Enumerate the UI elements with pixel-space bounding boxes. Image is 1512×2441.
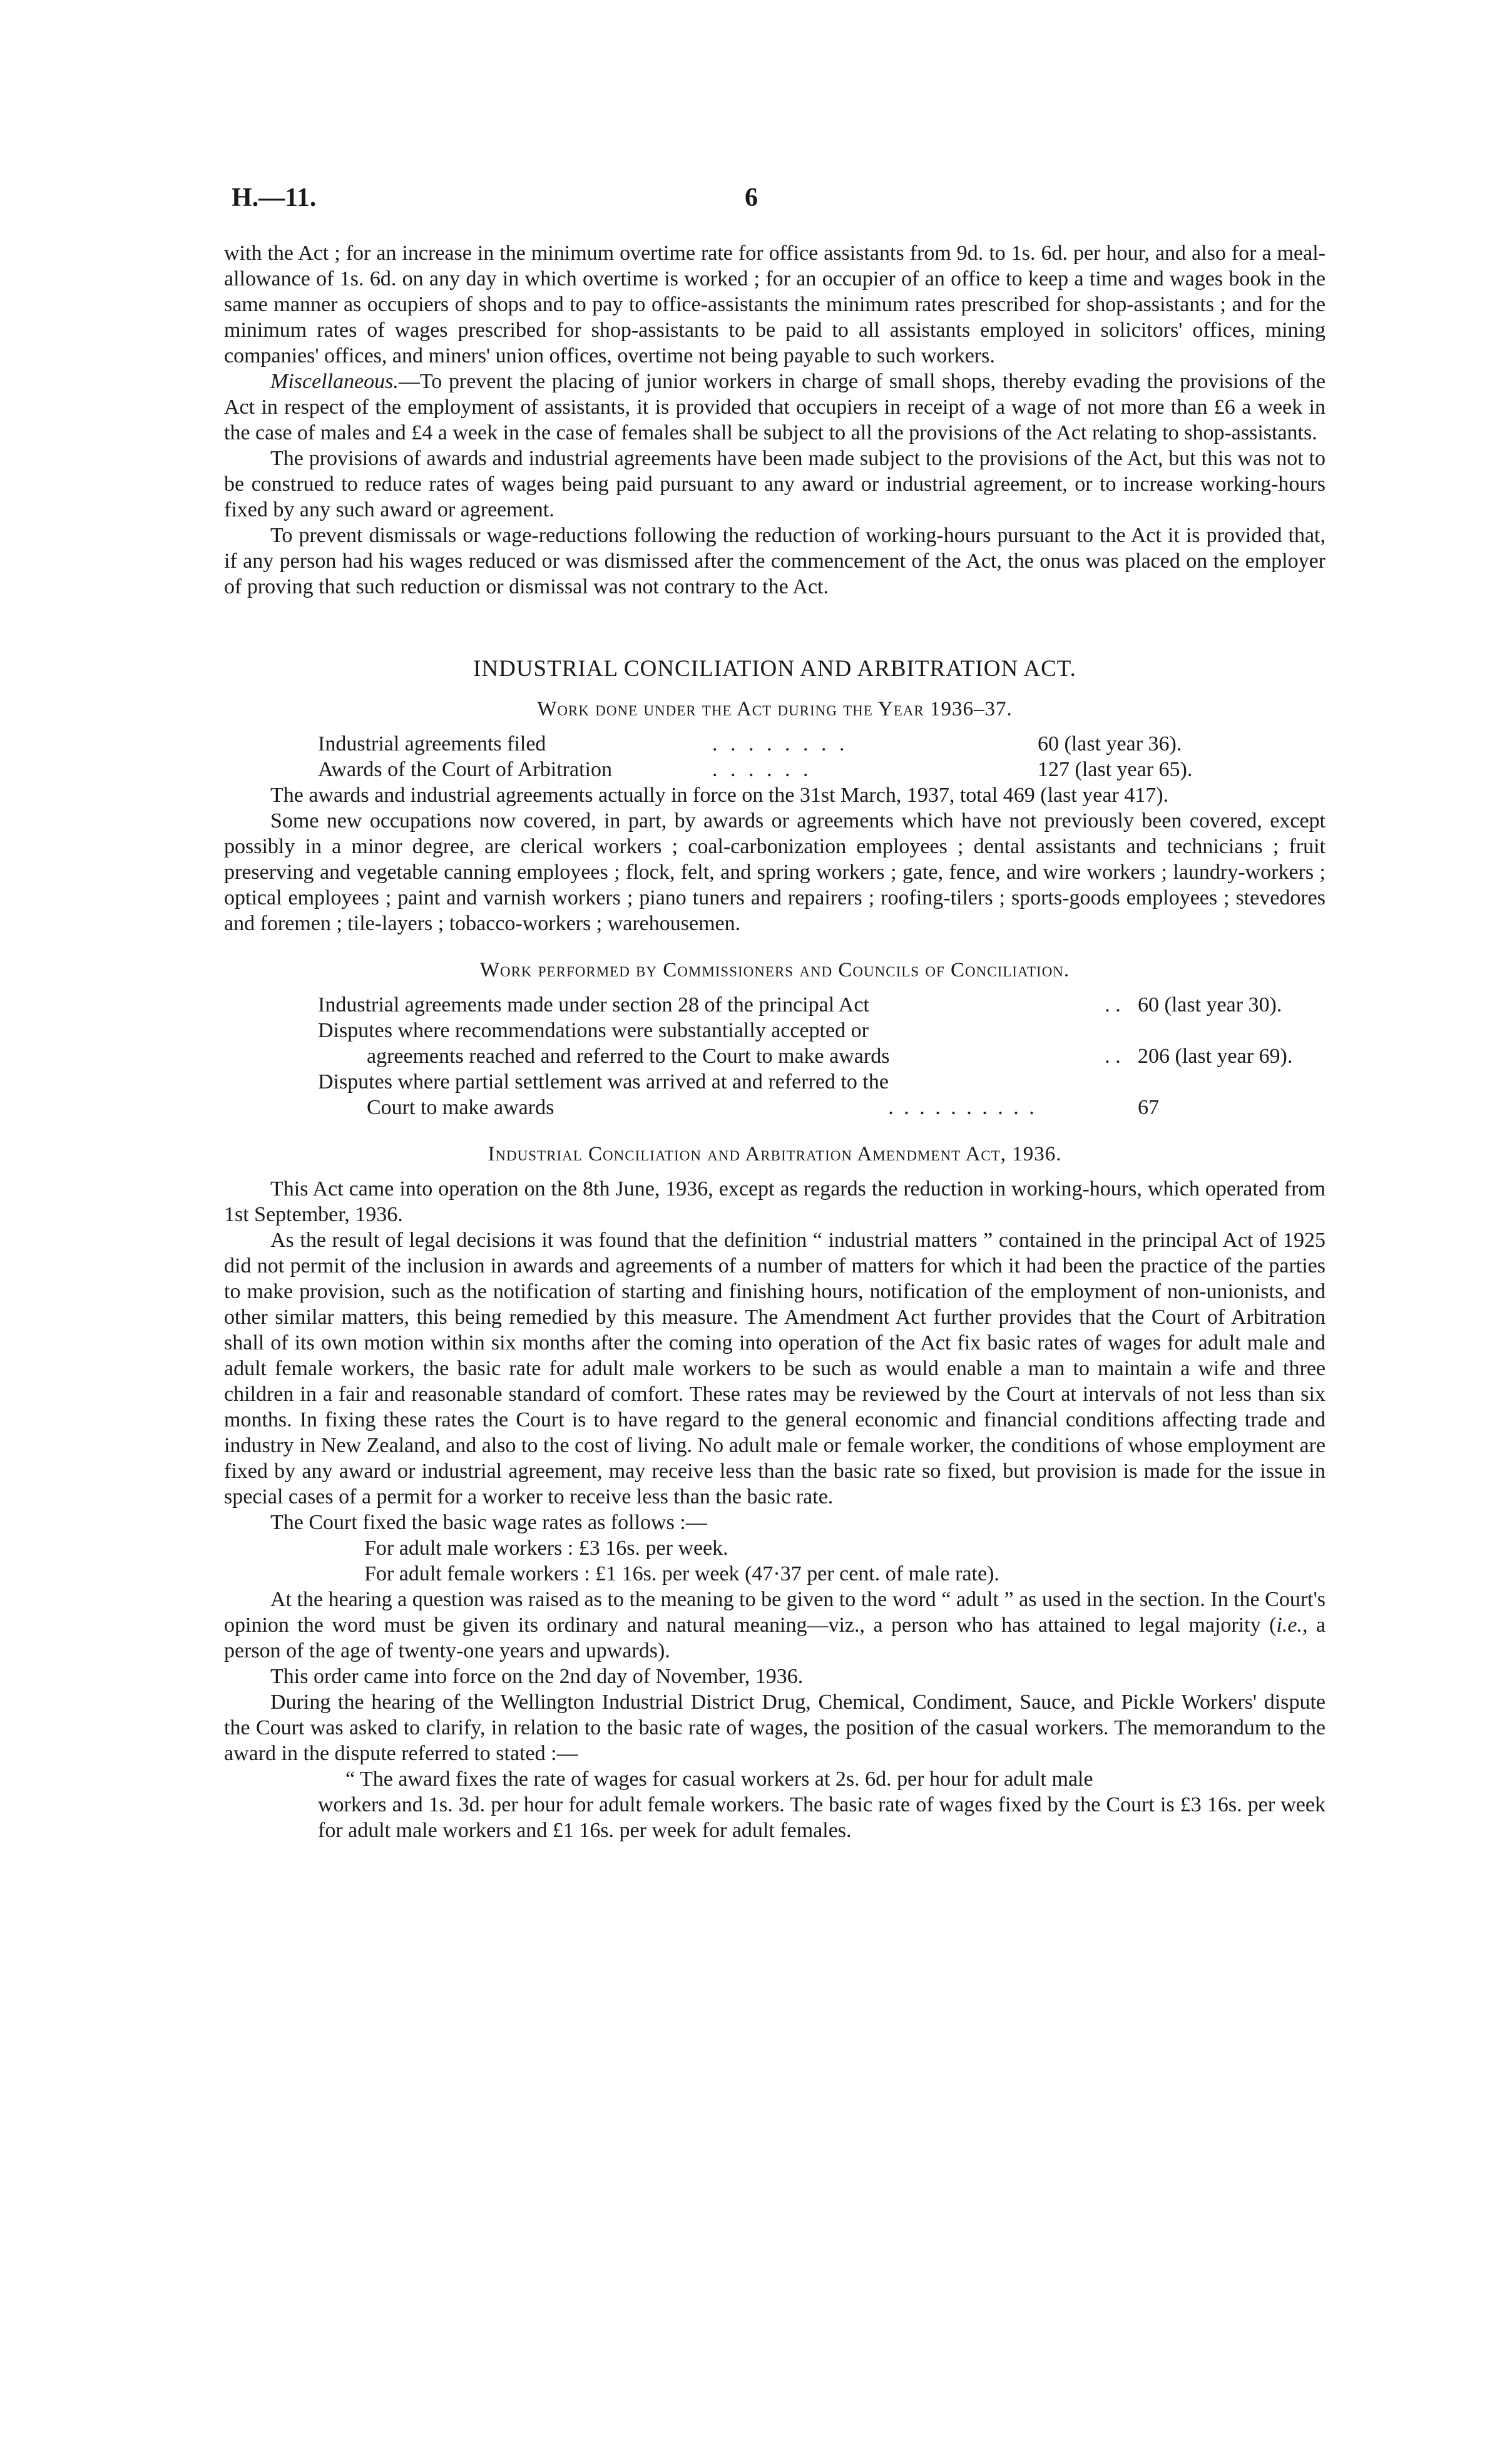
conciliation-label: Court to make awards — [367, 1096, 554, 1119]
female-rate: For adult female workers : £1 16s. per week (47·37 per cent. of male rate). — [364, 1562, 999, 1585]
stat-label: Industrial agreements filed — [318, 732, 546, 755]
amendment-heading: Industrial Conciliation and Arbitration Amendment Act, 1936. — [488, 1143, 1062, 1165]
conciliation-row — [318, 992, 1319, 1018]
paragraph: The awards and industrial agreements actually in force on the 31st March, 1937, total 469 (last year 417). — [270, 784, 1169, 807]
conciliation-leader: . . — [1105, 1045, 1121, 1068]
stat-label: Awards of the Court of Arbitration — [318, 758, 612, 781]
paragraph — [224, 1587, 1326, 1664]
stat-row — [318, 757, 1244, 782]
quote-first-line: “ The award fixes the rate of wages for casual workers at 2s. 6d. per hour for adult male — [345, 1768, 1093, 1791]
paragraph: This Act came into operation on the 8th June, 1936, except as regards the reduction in working-hours, which operated from 1st September, 1936. — [224, 1177, 1326, 1226]
document-reference: H.—11. — [232, 183, 317, 212]
conciliation-value: 206 (last year 69). — [1138, 1045, 1293, 1068]
conciliation-heading: Work performed by Commissioners and Councils of Conciliation. — [479, 959, 1070, 981]
miscellaneous-label: Miscellaneous. — [270, 370, 399, 393]
paragraph: The provisions of awards and industrial agreements have been made subject to the provisions of the Act, but this was not to be construed to reduce rates of wages being paid pursuant to any award or industrial agreement, or to increase working-hours fixed by any such award or agreement. — [224, 447, 1326, 521]
stat-leader: . . . . . . — [712, 758, 812, 781]
conciliation-row — [318, 1043, 1319, 1069]
male-rate: For adult male workers : £3 16s. per week. — [364, 1537, 728, 1560]
paragraph: Some new occupations now covered, in part, by awards or agreements which have not previously been covered, except possibly in a minor degree, are clerical workers ; coal-carbonization employees ; dental assistants and technicians ; fruit preserving and vegetable canning employees ; flock, felt, and spring workers ; gate, fence, and wire workers ; laundry-workers ; optical employees ; paint and varnish workers ; piano tuners and repairers ; roofing-tilers ; sports-goods employees ; stevedores and foremen ; tile-layers ; tobacco-workers ; warehousemen. — [224, 809, 1326, 935]
paragraph: The Court fixed the basic wage rates as follows :— — [270, 1511, 707, 1534]
page-number: 6 — [745, 183, 758, 212]
stat-value: 60 (last year 36). — [1038, 732, 1182, 755]
conciliation-leader: . . . . . . . . . . — [888, 1096, 1037, 1119]
stat-leader: . . . . . . . . — [712, 732, 849, 755]
paragraph: As the result of legal decisions it was found that the definition “ industrial matters ” contained in the principal Act of 1925 did not permit of the inclusion in awards and agreements of a number of matters for which it had been the practice of the parties to make provision, such as the notification of starting and finishing hours, notification of the employment of non-unionists, and other similar matters, this being remedied by this measure. The Amendment Act further provides that the Court of Arbitration shall of its own motion within six months after the coming into operation of the Act fix basic rates of wages for adult male and adult female workers, the basic rate for adult male workers to be such as would enable a man to maintain a wife and three children in a fair and reasonable standard of comfort. These rates may be reviewed by the Court at intervals of not less than six months. In fixing these rates the Court is to have regard to the general economic and financial conditions affecting trade and industry in New Zealand, and also to the cost of living. No adult male or female worker, the conditions of whose employment are fixed by any award or industrial agreement, may receive less than the basic rate so fixed, but provision is made for the issue in special cases of a permit for a worker to receive less than the basic rate. — [224, 1229, 1326, 1508]
ie-abbreviation: i.e. — [1276, 1614, 1302, 1637]
conciliation-row — [318, 1095, 1319, 1120]
work-done-heading: Work done under the Act during the Year 1936–37. — [537, 698, 1013, 720]
miscellaneous-text: —To prevent the placing of junior workers in charge of small shops, thereby evading the provisions of the Act in respect of the employment of assistants, it is provided that occupiers in receipt of a wage of not more than £6 a week in the case of males and £4 a week in the case of females shall be subject to all the provisions of the Act relating to shop-assistants. — [224, 370, 1326, 444]
conciliation-leader: . . — [1105, 993, 1121, 1016]
miscellaneous-paragraph — [224, 369, 1326, 446]
conciliation-value: 67 — [1138, 1096, 1159, 1119]
paragraph: During the hearing of the Wellington Industrial District Drug, Chemical, Condiment, Sauce, and Pickle Workers' dispute the Court was asked to clarify, in relation to the basic rate of wages, the position of the casual workers. The memorandum to the award in the dispute referred to stated :— — [224, 1691, 1326, 1765]
conciliation-row — [318, 1069, 1319, 1095]
stat-value: 127 (last year 65). — [1038, 758, 1193, 781]
quote-text: workers and 1s. 3d. per hour for adult female workers. The basic rate of wages fixed by the Court is £3 16s. per week for adult male workers and £1 16s. per week for adult females. — [318, 1793, 1326, 1842]
conciliation-value: 60 (last year 30). — [1138, 993, 1282, 1016]
page-body — [224, 240, 1326, 1843]
stat-row — [318, 731, 1244, 757]
conciliation-table — [318, 992, 1319, 1120]
adult-text: At the hearing a question was raised as to the meaning to be given to the word “ adult ” as used in the section. In the Court's opinion the word must be given its ordinary and natural meaning—viz., a person who has attained to legal majority ( — [224, 1588, 1326, 1637]
paragraph: with the Act ; for an increase in the minimum overtime rate for office assistants from 9d. to 1s. 6d. per hour, and also for a meal-allowance of 1s. 6d. on any day in which overtime is worked ; for an occupier of an office to keep a time and wages book in the same manner as occupiers of shops and to pay to office-assistants the minimum rates prescribed for shop-assistants ; and for the minimum rates of wages prescribed for shop-assistants to be paid to all assistants employed in solicitors' offices, mining companies' offices, and miners' union offices, overtime not being payable to such workers. — [224, 242, 1326, 367]
conciliation-label: Disputes where partial settlement was arrived at and referred to the — [318, 1070, 889, 1093]
paragraph: To prevent dismissals or wage-reductions following the reduction of working-hours pursuant to the Act it is provided that, if any person had his wages reduced or was dismissed after the commencement of the Act, the onus was placed on the employer of proving that such reduction or dismissal was not contrary to the Act. — [224, 524, 1326, 598]
conciliation-row — [318, 1018, 1319, 1043]
conciliation-label: Disputes where recommendations were substantially accepted or — [318, 1019, 869, 1042]
conciliation-label: agreements reached and referred to the Court to make awards — [367, 1045, 890, 1068]
conciliation-label: Industrial agreements made under section 28 of the principal Act — [318, 993, 869, 1016]
paragraph: This order came into force on the 2nd day of November, 1936. — [270, 1665, 804, 1688]
section-title: INDUSTRIAL CONCILIATION AND ARBITRATION ACT. — [473, 656, 1076, 682]
adult-text-end: , a person of the age of twenty-one years and upwards). — [224, 1614, 1326, 1662]
